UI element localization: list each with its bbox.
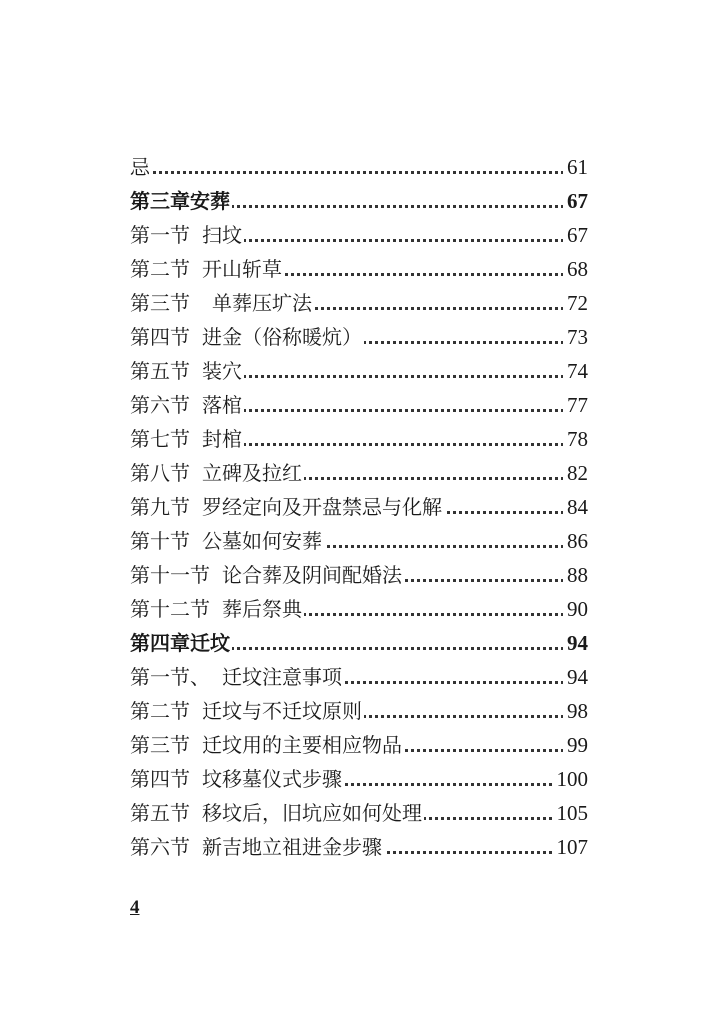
toc-entry-row <box>130 524 588 558</box>
toc-section-name: 立碑及拉红 <box>202 461 302 485</box>
toc-entry-row <box>130 694 588 728</box>
toc-entry-row <box>130 558 588 592</box>
toc-section-number: 第四节 <box>130 767 190 791</box>
table-of-contents <box>130 150 588 864</box>
toc-entry-title <box>130 801 424 825</box>
toc-entry-row <box>130 592 588 626</box>
toc-section-name: 迁坟用的主要相应物品 <box>202 733 402 757</box>
toc-entry-row <box>130 388 588 422</box>
toc-page-number: 72 <box>563 286 588 320</box>
toc-section-name: 第三章安葬 <box>130 189 230 213</box>
toc-entry-row <box>130 796 588 830</box>
toc-entry-row <box>130 354 588 388</box>
toc-page-number: 74 <box>563 354 588 388</box>
toc-page-number: 77 <box>563 388 588 422</box>
toc-entry-title <box>130 427 244 451</box>
toc-section-number: 第八节 <box>130 461 190 485</box>
toc-page-number: 86 <box>563 524 588 558</box>
toc-section-name: 罗经定向及开盘禁忌与化解 <box>202 495 442 519</box>
toc-section-name: 落棺 <box>202 393 242 417</box>
toc-section-name: 单葬压圹法 <box>212 291 312 315</box>
toc-entry-row <box>130 422 588 456</box>
toc-section-number: 第一节 <box>130 223 190 247</box>
toc-entry-row <box>130 762 588 796</box>
toc-section-name: 第四章迁坟 <box>130 631 230 655</box>
toc-section-number: 第二节 <box>130 257 190 281</box>
toc-entry-row <box>130 728 588 762</box>
toc-chapter-row <box>130 184 588 218</box>
toc-entry-title <box>130 733 404 757</box>
toc-page-number: 73 <box>563 320 588 354</box>
toc-section-number: 第三节 <box>130 733 190 757</box>
toc-section-name: 装穴 <box>202 359 242 383</box>
toc-section-number: 第十一节 <box>130 563 210 587</box>
toc-entry-row <box>130 150 588 184</box>
toc-chapter-row <box>130 626 588 660</box>
toc-page-number: 94 <box>563 660 588 694</box>
toc-entry-row <box>130 490 588 524</box>
toc-entry-title <box>130 665 344 689</box>
toc-entry-title <box>130 257 284 281</box>
toc-section-name: 新吉地立祖进金步骤 <box>202 835 382 859</box>
toc-entry-row <box>130 320 588 354</box>
toc-section-name: 扫坟 <box>202 223 242 247</box>
toc-entry-title <box>130 461 304 485</box>
toc-entry-row <box>130 286 588 320</box>
toc-page-number: 78 <box>563 422 588 456</box>
toc-page-number: 61 <box>563 150 588 184</box>
toc-section-name: 移坟后，旧坑应如何处理 <box>202 801 422 825</box>
toc-entry-title <box>130 393 244 417</box>
leader-dots <box>130 171 588 174</box>
toc-section-name: 封棺 <box>202 427 242 451</box>
toc-entry-row <box>130 660 588 694</box>
toc-page-number: 82 <box>563 456 588 490</box>
toc-page-number: 98 <box>563 694 588 728</box>
toc-section-number: 第六节 <box>130 393 190 417</box>
toc-entry-row <box>130 456 588 490</box>
toc-entry-title <box>130 631 232 655</box>
toc-section-name: 坟移墓仪式步骤 <box>202 767 342 791</box>
toc-page-number: 94 <box>563 626 588 660</box>
toc-entry-title <box>130 325 364 349</box>
toc-page-number: 67 <box>563 218 588 252</box>
toc-section-number: 第四节 <box>130 325 190 349</box>
toc-page-number: 68 <box>563 252 588 286</box>
toc-entry-row <box>130 830 588 864</box>
toc-entry-title <box>130 699 364 723</box>
toc-section-number: 第三节 <box>130 291 190 315</box>
toc-entry-title <box>130 223 244 247</box>
toc-page-number: 88 <box>563 558 588 592</box>
toc-entry-title <box>130 495 444 519</box>
toc-section-number: 第十二节 <box>130 597 210 621</box>
toc-entry-title <box>130 597 304 621</box>
toc-section-number: 第六节 <box>130 835 190 859</box>
toc-page-number: 100 <box>553 762 589 796</box>
toc-page-number: 107 <box>553 830 589 864</box>
toc-section-number: 第七节 <box>130 427 190 451</box>
toc-page-number: 84 <box>563 490 588 524</box>
toc-section-number: 第五节 <box>130 801 190 825</box>
toc-section-name: 开山斩草 <box>202 257 282 281</box>
toc-section-name: 进金（俗称暖炕） <box>202 325 362 349</box>
toc-section-number: 第二节 <box>130 699 190 723</box>
toc-section-name: 葬后祭典 <box>222 597 302 621</box>
toc-section-name: 公墓如何安葬 <box>202 529 322 553</box>
toc-page-number: 99 <box>563 728 588 762</box>
toc-section-number: 第一节、 <box>130 665 210 689</box>
toc-section-name: 忌 <box>130 155 150 179</box>
toc-section-name: 论合葬及阴间配婚法 <box>222 563 402 587</box>
toc-page-number: 90 <box>563 592 588 626</box>
toc-entry-title <box>130 189 232 213</box>
toc-entry-title <box>130 767 344 791</box>
toc-section-name: 迁坟注意事项 <box>222 665 342 689</box>
toc-section-number: 第十节 <box>130 529 190 553</box>
toc-section-number: 第九节 <box>130 495 190 519</box>
toc-entry-row <box>130 218 588 252</box>
toc-entry-row <box>130 252 588 286</box>
toc-entry-title <box>130 291 314 315</box>
page-number: 4 <box>130 897 140 918</box>
toc-page-number: 105 <box>553 796 589 830</box>
toc-entry-title <box>130 563 404 587</box>
toc-section-number: 第五节 <box>130 359 190 383</box>
toc-entry-title <box>130 155 152 179</box>
toc-section-name: 迁坟与不迁坟原则 <box>202 699 362 723</box>
toc-entry-title <box>130 529 324 553</box>
toc-entry-title <box>130 359 244 383</box>
toc-entry-title <box>130 835 384 859</box>
toc-page-number: 67 <box>563 184 588 218</box>
